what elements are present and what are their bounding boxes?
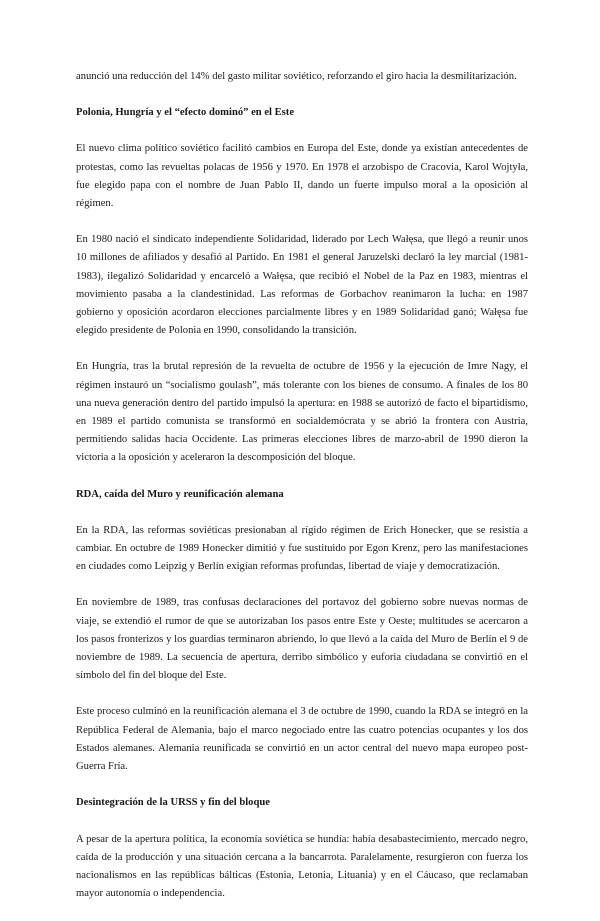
intro-paragraph: anunció una reducción del 14% del gasto militar soviético, reforzando el giro hacia la desmilitarización. <box>76 71 517 82</box>
paragraph-caida-muro: En noviembre de 1989, tras confusas declaraciones del portavoz del gobierno sobre nuevas normas de viaje, se extendió el rumor de que se autorizaban los pasos entre Este y Oeste; multitudes se acercaron a los pasos fronterizos y los guardias terminaron abriendo, lo que llevó a la caída del Muro de Berlín el 9 de noviembre de 1989. La secuencia de apertura, derribo simbólico y euforia ciudadana se convirtió en el símbolo del fin del bloque del Este. <box>76 597 528 682</box>
paragraph-clima-politico: El nuevo clima político soviético facilitó cambios en Europa del Este, donde ya existían antecedentes de protestas, como las revueltas polacas de 1956 y 1970. En 1978 el arzobispo de Cracovia, Karol Wojtyła, fue elegido papa con el nombre de Juan Pablo II, dando un fuerte impulso moral a la oposición al régimen. <box>76 143 528 210</box>
paragraph-reunificacion: Este proceso culminó en la reunificación alemana el 3 de octubre de 1990, cuando la RDA se integró en la República Federal de Alemania, bajo el marco negociado entre las cuatro potencias ocupantes y los dos Estados alemanes. Alemania reunificada se convirtió en un actor central del nuevo mapa europeo post-Guerra Fría. <box>76 706 528 773</box>
paragraph-rda-reformas: En la RDA, las reformas soviéticas presionaban al rígido régimen de Erich Honecker, que se resistía a cambiar. En octubre de 1989 Honecker dimitió y fue sustituido por Egon Krenz, pero las manifestaciones en ciudades como Leipzig y Berlín exigían reformas profundas, libertad de viaje y democratización. <box>76 524 528 573</box>
section-heading-rda-muro: RDA, caída del Muro y reunificación alemana <box>76 488 284 500</box>
section-heading-polonia-hungria: Polonia, Hungría y el “efecto dominó” en el Este <box>76 107 295 119</box>
paragraph-economia-sovietica: A pesar de la apertura política, la economía soviética se hundía: había desabastecimiento, mercado negro, caída de la producción y una situación cercana a la bancarrota. Paralelamente, resurgieron con fuerza los nacionalismos en las repúblicas bálticas (Estonia, Letonia, Lituania) y en el Cáucaso, que reclamaban mayor autonomía o independencia. <box>76 833 528 900</box>
document-page <box>76 68 528 921</box>
paragraph-hungria: En Hungría, tras la brutal represión de la revuelta de octubre de 1956 y la ejecución de Imre Nagy, el régimen instauró un “socialismo goulash”, más tolerante con los bienes de consumo. A finales de los 80 una nueva generación dentro del partido impulsó la apertura: en 1988 se autorizó de facto el bipartidismo, en 1989 el partido comunista se transformó en socialdemócrata y se abrió la frontera con Austria, permitiendo salidas hacia Occidente. Las primeras elecciones libres de marzo-abril de 1990 dieron la victoria a la oposición y aceleraron la descomposición del bloque. <box>76 361 528 464</box>
paragraph-solidaridad: En 1980 nació el sindicato independiente Solidaridad, liderado por Lech Wałęsa, que llegó a reunir unos 10 millones de afiliados y desafió al Partido. En 1981 el general Jaruzelski declaró la ley marcial (1981-1983), ilegalizó Solidaridad y encarceló a Wałęsa, que recibió el Nobel de la Paz en 1983, mientras el movimiento pasaba a la clandestinidad. Las reformas de Gorbachov reanimaron la lucha: en 1987 gobierno y oposición acordaron elecciones parcialmente libres y en 1989 Solidaridad ganó; Wałęsa fue elegido presidente de Polonia en 1990, consolidando la transición. <box>76 234 528 337</box>
section-heading-desintegracion-urss: Desintegración de la URSS y fin del bloque <box>76 797 270 809</box>
